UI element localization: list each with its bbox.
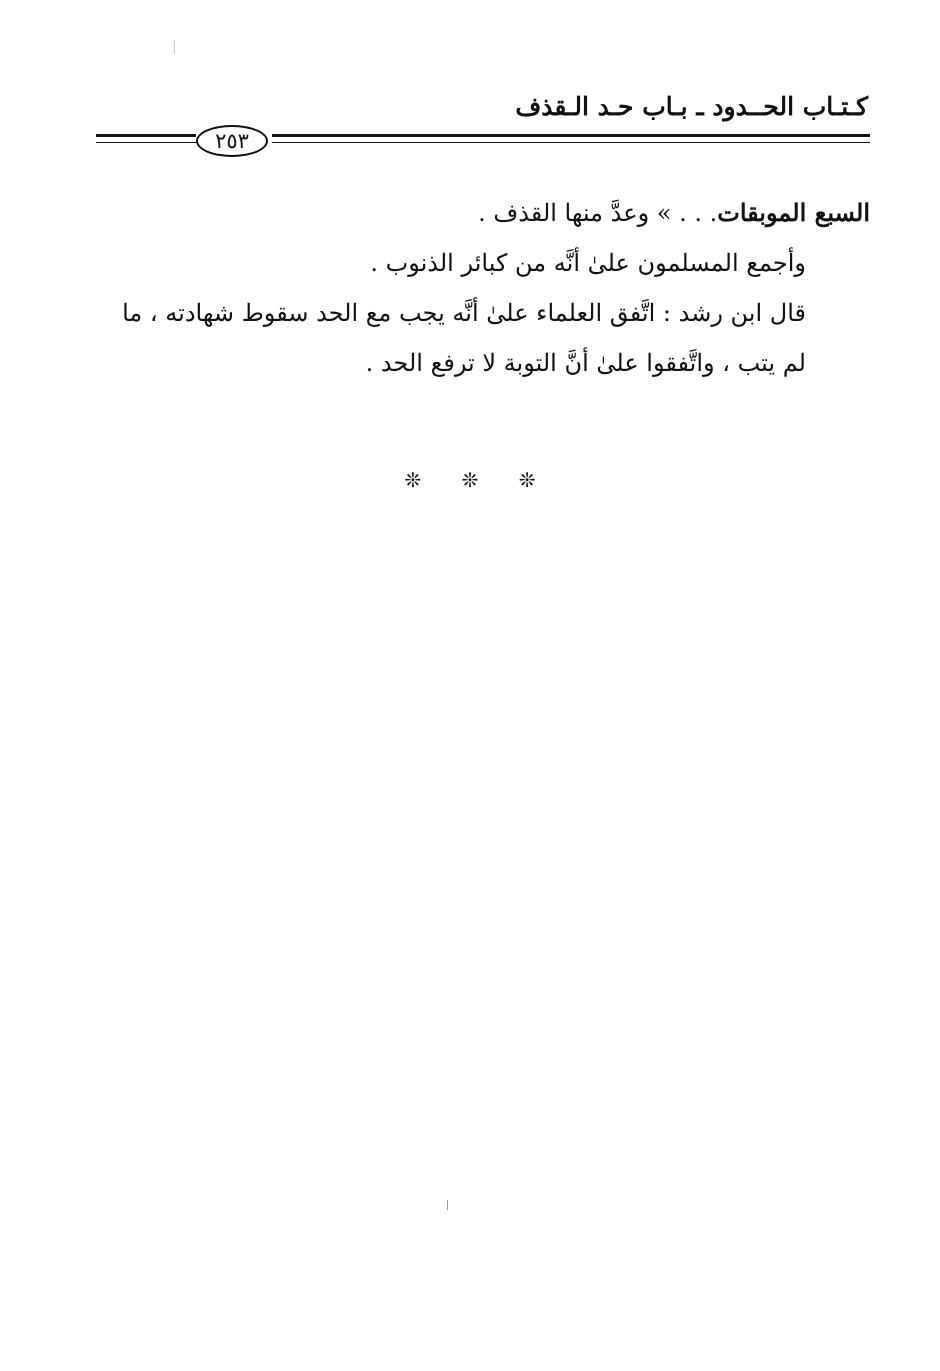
section-separator	[0, 468, 940, 492]
separator-mark-1: ❊	[404, 468, 422, 492]
page-number-badge	[196, 125, 268, 157]
header-rule-left-thin	[96, 142, 196, 143]
paragraph-2: وأجمع المسلمون علىٰ أنَّه من كبائر الذنوب .	[370, 249, 806, 277]
paragraph-3: قال ابن رشد : اتَّفق العلماء علىٰ أنَّه يجب مع الحد سقوط شهادته ، ما لم يتب ، واتَّفقوا علىٰ أنَّ التوبة لا ترفع الحد .	[122, 299, 806, 377]
paragraph-1-bold: السبع الموبقات	[717, 198, 870, 227]
header-rule-left-thick	[96, 134, 196, 137]
paragraph-1	[92, 188, 870, 238]
separator-mark-2: ❊	[461, 468, 479, 492]
running-header-title: كـتـاب الحــدود ـ بـاب حـد الـقذف	[515, 92, 868, 121]
paragraph-1-rest: . . . » وعدَّ منها القذف .	[478, 199, 718, 227]
scan-speck-top	[174, 40, 175, 54]
page-number: ٢٥٣	[215, 128, 249, 153]
scan-speck-bottom	[447, 1200, 448, 1210]
header-rule-right-thin	[272, 142, 870, 143]
body-text	[92, 188, 870, 388]
separator-mark-3: ❊	[518, 468, 536, 492]
header-rule-right-thick	[272, 134, 870, 137]
